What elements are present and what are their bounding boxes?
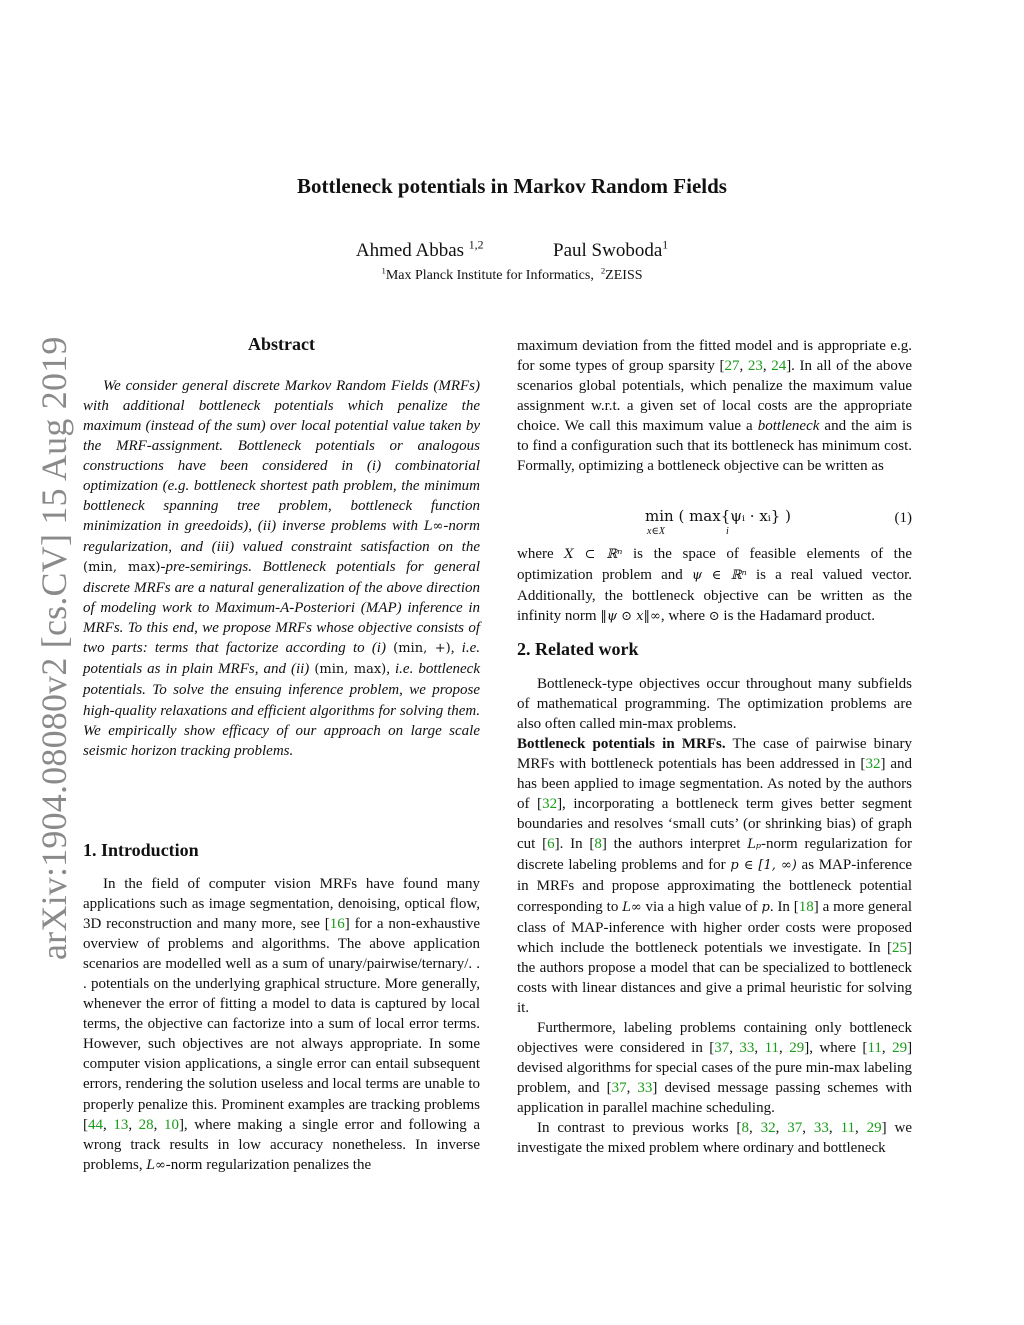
equation-subscript: x∈X — [647, 526, 665, 537]
abstract-body: We consider general discrete Markov Random Fields (MRFs) with additional bottleneck potentials which penalize the maximum (instead of the sum) over local potential value taken by the MRF-assignment. Bottleneck potentials or analogous constructions have been considered in (i) combinatorial optimization (e.g. bottleneck shortest path problem, the minimum bottleneck spanning tree problem, bottleneck function minimization in greedoids), (ii) inverse problems with L∞-norm regularization, and (iii) valued constraint satisfaction on the (min, max)-pre-semirings. Bottleneck potentials for general discrete MRFs are a natural generalization of the above direction of modeling work to Maximum-A-Posteriori (MAP) inference in MRFs. To this end, we propose MRFs whose objective consists of two parts: terms that factorize according to (i) (min, +), i.e. potentials as in plain MRFs, and (ii) (min, max), i.e. bottleneck potentials. To solve the ensuing inference problem, we propose high-quality relaxations and efficient algorithms for solving them. We empirically show efficacy of our approach on large scale seismic horizon tracking problems. — [83, 378, 480, 759]
introduction-body: In the field of computer vision MRFs have found many applications such as image segmentation, denoising, optical flow, 3D reconstruction and many more, see [16] for a non-exhaustive overview of problems and algorithms. The above application scenarios are modelled well as a sum of unary/pairwise/ternary/. . . potentials on the underlying graphical structure. More generally, whenever the error of fitting a model to data is captured by local terms, the objective can factorize into a sum of local error terms. However, such objectives are not always appropriate. In some computer vision applications, a single error can entail subsequent errors, rendering the solution useless and local terms are unable to properly penalize this. Prominent examples are tracking problems [44, 13, 28, 10], where making a single error and following a wrong track results in low accuracy nonetheless. In inverse problems, L∞-norm regularization penalizes the — [83, 876, 481, 1173]
citation-link[interactable]: 8 — [594, 836, 602, 853]
paragraph: In contrast to previous works [8, 32, 37, 33, 11, 29] we investigate the mixed problem where ordinary and bottleneck — [517, 1120, 913, 1157]
emphasis-bottleneck: bottleneck — [757, 418, 820, 435]
abstract-heading: Abstract — [248, 334, 315, 354]
math-linf: L∞ — [146, 1157, 166, 1173]
equation-subscript: i — [726, 526, 729, 537]
citation-link[interactable]: 24 — [771, 358, 787, 375]
author-affil-sup: 1,2 — [468, 238, 484, 252]
equation-number: (1) — [894, 510, 912, 526]
author-affil-sup: 1 — [662, 238, 669, 252]
math-norm: ‖ψ ⊙ x‖∞ — [600, 609, 661, 625]
citation-link[interactable]: 33 — [739, 1039, 755, 1056]
math-linf: L∞ — [622, 899, 642, 915]
math-x-set: X ⊂ ℝⁿ — [564, 547, 623, 562]
math-minmax: (min, max) — [314, 662, 387, 678]
section-heading-related-work: 2. Related work — [517, 639, 639, 659]
equation-explanation: where X ⊂ ℝⁿ is the space of feasible elements of the optimization problem and ψ ∈ ℝⁿ is a real valued vector. Additionally, the bottleneck objective can be written as the infinity norm ‖ψ ⊙ x‖∞, where ⊙ is the Hadamard product. — [517, 546, 913, 625]
arxiv-identifier: arXiv:1904.08080v2 [cs.CV] 15 Aug 2019 — [34, 336, 74, 960]
author-name: Paul Swoboda — [553, 240, 663, 261]
math-lp: Lₚ — [747, 837, 762, 853]
citation-link[interactable]: 32 — [760, 1120, 776, 1137]
affil-sup: 1 — [381, 265, 386, 276]
equation-1 — [517, 505, 912, 539]
citation-link[interactable]: 32 — [542, 796, 558, 813]
paragraph: Bottleneck-type objectives occur throughout many subfields of mathematical programming. The optimization problems are also often called min-max problems. — [517, 676, 912, 733]
intro-continuation: maximum deviation from the fitted model and is appropriate e.g. for some types of group sparsity [27, 23, 24]. In all of the above scenarios global potentials, which penalize the maximum value assignment w.r.t. a given set of local costs are the appropriate choice. We call this maximum value a bottleneck and the aim is to find a configuration such that its bottleneck has minimum cost. Formally, optimizing a bottleneck objective can be written as — [517, 338, 913, 475]
author-line — [0, 240, 1024, 262]
citation-link[interactable]: 37 — [611, 1079, 627, 1096]
citation-link[interactable]: 16 — [329, 916, 345, 933]
affiliation: ZEISS — [605, 268, 643, 283]
paragraph: Bottleneck potentials in MRFs. The case of pairwise binary MRFs with bottleneck potentials has been addressed in [32] and has been applied to image segmentation. As noted by the authors of [32], incorporating a bottleneck term gives better segment boundaries and resolves ‘small cuts’ (or shrinking bias) of graph cut [6]. In [8] the authors interpret Lₚ-norm regularization for discrete labeling problems and for p ∈ [1, ∞) as MAP-inference in MRFs and propose approximating the bottleneck potential corresponding to L∞ via a high value of p. In [18] a more general class of MAP-inference with higher order costs were proposed which include the bottleneck potentials we investigate. In [25] the authors propose a model that can be specialized to bottleneck costs with linear distances and give a primal heuristic for solving it. — [517, 736, 913, 1016]
math-minmax: (min, max) — [83, 560, 161, 576]
citation-link[interactable]: 37 — [787, 1120, 803, 1137]
citation-link[interactable]: 44 — [88, 1116, 103, 1133]
citation-link[interactable]: 27 — [724, 358, 740, 375]
citation-link[interactable]: 33 — [637, 1079, 653, 1096]
affiliations — [0, 265, 1024, 284]
citation-link[interactable]: 33 — [813, 1120, 829, 1137]
citation-link[interactable]: 6 — [547, 836, 555, 853]
citation-link[interactable]: 8 — [741, 1120, 749, 1137]
citation-link[interactable]: 10 — [163, 1116, 179, 1133]
paragraph-label: Bottleneck potentials in MRFs. — [517, 736, 726, 753]
citation-link[interactable]: 29 — [789, 1039, 805, 1056]
math-minplus: (min, +) — [393, 641, 451, 657]
math-p-range: p ∈ [1, ∞) — [730, 858, 797, 874]
citation-link[interactable]: 11 — [867, 1039, 882, 1056]
math-p: p — [761, 899, 770, 915]
section-heading-introduction: 1. Introduction — [83, 840, 199, 860]
math-psi: ψ ∈ ℝⁿ — [691, 568, 747, 584]
citation-link[interactable]: 11 — [840, 1120, 856, 1137]
citation-link[interactable]: 37 — [714, 1039, 730, 1056]
math-odot: ⊙ — [708, 609, 720, 625]
citation-link[interactable]: 32 — [865, 756, 881, 773]
citation-link[interactable]: 28 — [138, 1116, 154, 1133]
citation-link[interactable]: 13 — [113, 1116, 129, 1133]
equation-body: min ( max{ψᵢ · xᵢ} ) — [645, 507, 791, 525]
citation-link[interactable]: 25 — [892, 939, 907, 956]
citation-link[interactable]: 23 — [747, 358, 763, 375]
citation-link[interactable]: 18 — [798, 898, 814, 915]
author-name: Ahmed Abbas — [355, 240, 465, 261]
affil-sup: 2 — [600, 265, 606, 276]
paper-title: Bottleneck potentials in Markov Random Fields — [297, 174, 727, 198]
related-work-body — [517, 674, 912, 1158]
citation-link[interactable]: 29 — [892, 1039, 908, 1056]
citation-link[interactable]: 29 — [866, 1120, 882, 1137]
citation-link[interactable]: 11 — [764, 1039, 780, 1056]
affiliation: Max Planck Institute for Informatics, — [385, 268, 594, 283]
paragraph: Furthermore, labeling problems containing only bottleneck objectives were considered in [37, 33, 11, 29], where [11, 29] devised algorithms for special cases of the pure min-max labeling problem, and [37, 33] devised message passing schemes with application in parallel machine scheduling. — [517, 1019, 913, 1116]
math-linf: L∞ — [423, 519, 444, 535]
